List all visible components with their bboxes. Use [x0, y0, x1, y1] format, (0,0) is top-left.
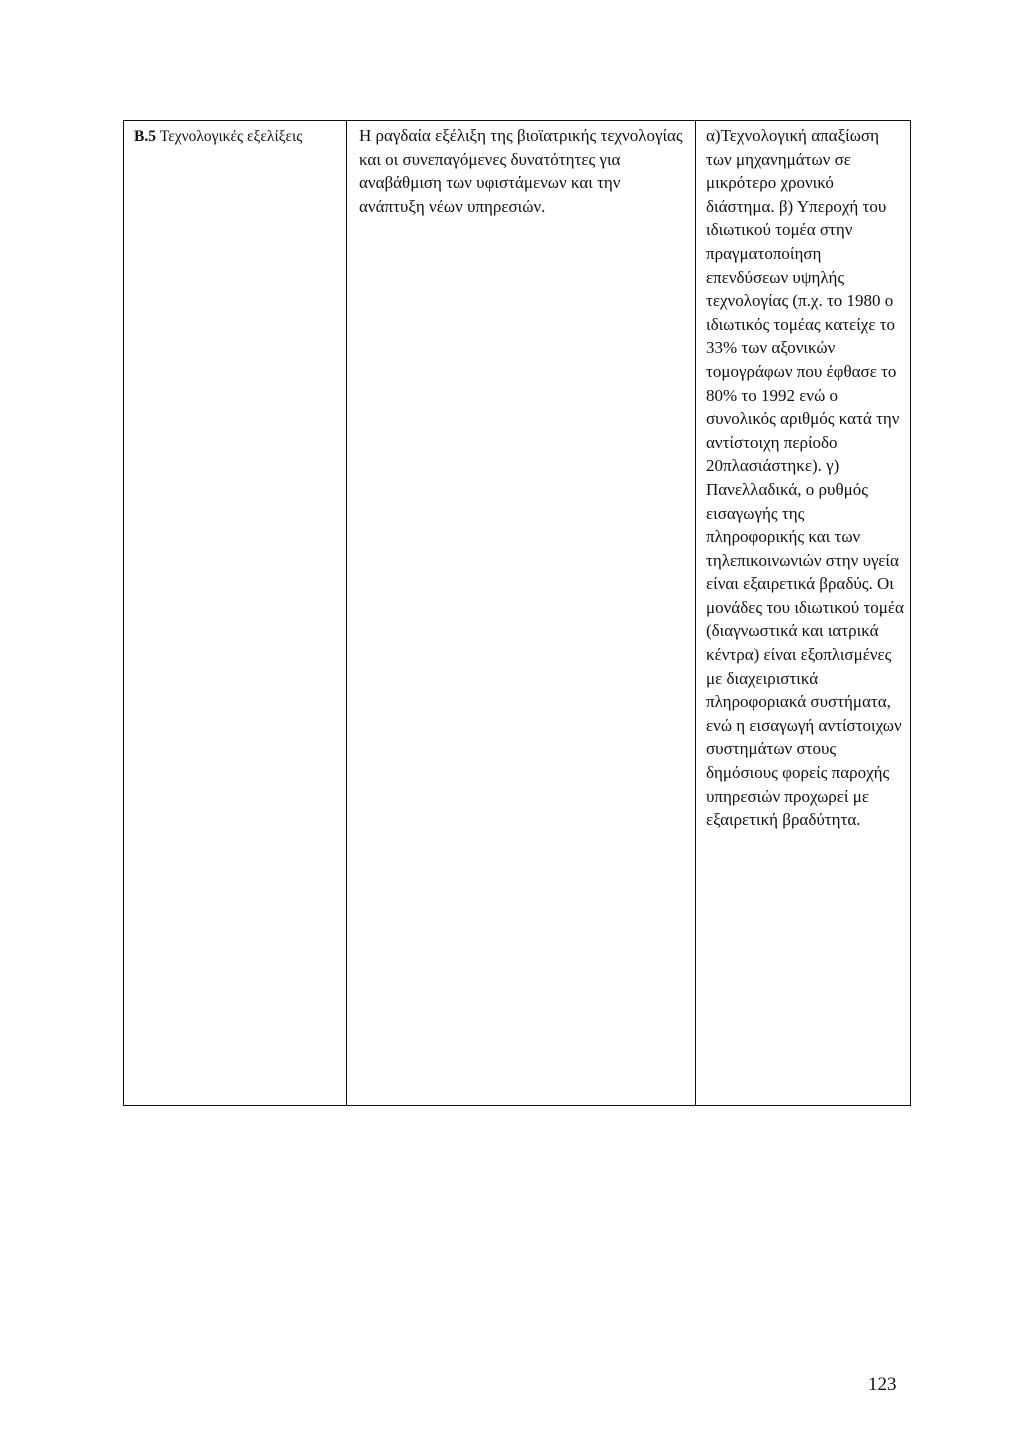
threat-b: β) Υπεροχή του ιδιωτικού τομέα στην πραγματοποίηση επενδύσεων υψηλής τεχνολογίας (π.χ. το 1980 ο ιδιωτικός τομέας κατείχε το 33% των αξονικών τομογράφων που έφθασε το 80% το 1992 ενώ ο συνολικός αριθμός κατά την αντίστοιχη περίοδο 20πλασιάστηκε).: [706, 196, 900, 476]
section-heading: [124, 121, 346, 147]
threat-a: α)Τεχνολογική απαξίωση των μηχανημάτων σε μικρότερο χρονικό διάστημα.: [706, 126, 879, 216]
description-cell: [347, 121, 696, 1106]
section-title: Τεχνολογικές εξελίξεις: [159, 128, 303, 145]
page-number: 123: [868, 1374, 897, 1395]
description-text: Η ραγδαία εξέλιξη της βιοϊατρικής τεχνολογίας και οι συνεπαγόμενες δυνατότητες για αναβάθμιση των υφιστάμενων και την ανάπτυξη νέων υπηρεσιών.: [359, 126, 683, 216]
document-table: [123, 120, 911, 1106]
table-row: [124, 121, 911, 1106]
threats-text: [696, 121, 910, 832]
threats-cell: [696, 121, 911, 1106]
section-cell: [124, 121, 347, 1106]
threat-c: γ) Πανελλαδικά, ο ρυθμός εισαγωγής της πληροφορικής και των τηλεπικοινωνιών στην υγεία είναι εξαιρετικά βραδύς. Οι μονάδες του ιδιωτικού τομέα (διαγνωστικά και ιατρικά κέντρα) είναι εξοπλισμένες με διαχειριστικά πληροφοριακά συστήματα, ενώ η εισαγωγή αντίστοιχων συστημάτων στους δημόσιους φορείς παροχής υπηρεσιών προχωρεί με εξαιρετική βραδύτητα.: [706, 456, 904, 830]
section-code: B.5: [134, 128, 156, 145]
